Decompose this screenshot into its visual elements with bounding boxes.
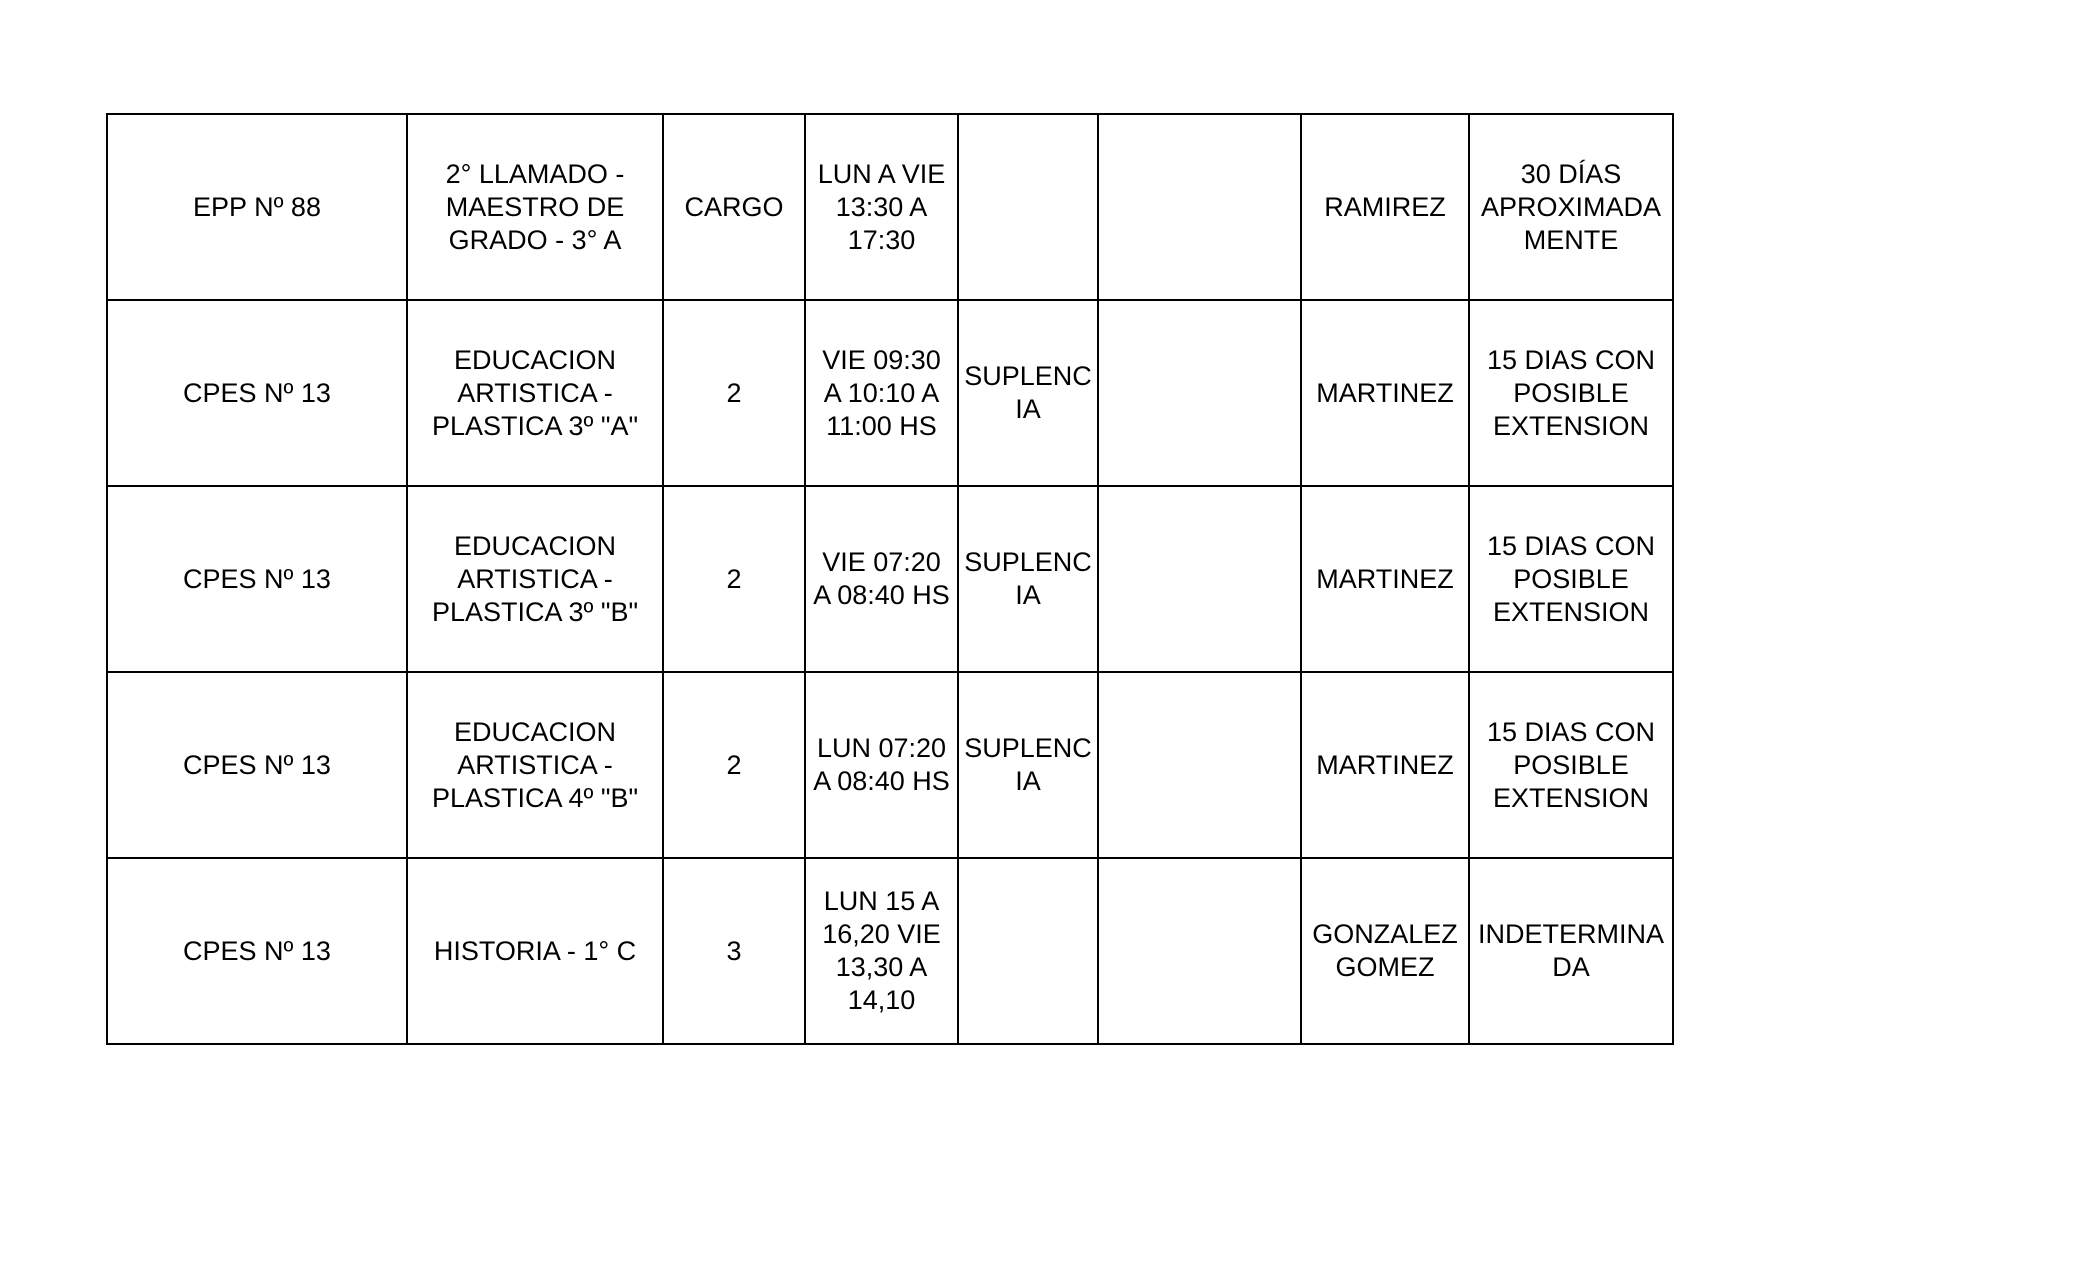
blank-cell	[1098, 672, 1301, 858]
position-cell: EDUCACION ARTISTICA - PLASTICA 3º "B"	[407, 486, 663, 672]
school-cell: EPP Nº 88	[107, 114, 407, 300]
type-cell: SUPLENC IA	[958, 300, 1098, 486]
table-row	[107, 300, 1673, 486]
duration-cell: 15 DIAS CON POSIBLE EXTENSION	[1469, 300, 1673, 486]
position-cell: EDUCACION ARTISTICA - PLASTICA 4º "B"	[407, 672, 663, 858]
duration-cell: 15 DIAS CON POSIBLE EXTENSION	[1469, 486, 1673, 672]
school-cell: CPES Nº 13	[107, 486, 407, 672]
table-row	[107, 672, 1673, 858]
position-cell: EDUCACION ARTISTICA - PLASTICA 3º "A"	[407, 300, 663, 486]
teacher-cell: RAMIREZ	[1301, 114, 1469, 300]
schedule-cell: LUN 15 A 16,20 VIE 13,30 A 14,10	[805, 858, 958, 1044]
teacher-cell: GONZALEZ GOMEZ	[1301, 858, 1469, 1044]
schedule-cell: VIE 09:30 A 10:10 A 11:00 HS	[805, 300, 958, 486]
school-cell: CPES Nº 13	[107, 672, 407, 858]
schedule-cell: LUN 07:20 A 08:40 HS	[805, 672, 958, 858]
hours-cell: 2	[663, 672, 805, 858]
teacher-cell: MARTINEZ	[1301, 300, 1469, 486]
teacher-cell: MARTINEZ	[1301, 486, 1469, 672]
type-cell	[958, 114, 1098, 300]
schedule-cell: VIE 07:20 A 08:40 HS	[805, 486, 958, 672]
blank-cell	[1098, 300, 1301, 486]
duration-cell: 15 DIAS CON POSIBLE EXTENSION	[1469, 672, 1673, 858]
hours-cell: CARGO	[663, 114, 805, 300]
duration-cell: 30 DÍAS APROXIMADA MENTE	[1469, 114, 1673, 300]
blank-cell	[1098, 858, 1301, 1044]
blank-cell	[1098, 486, 1301, 672]
table-row	[107, 114, 1673, 300]
duration-cell: INDETERMINA DA	[1469, 858, 1673, 1044]
school-cell: CPES Nº 13	[107, 858, 407, 1044]
schedule-cell: LUN A VIE 13:30 A 17:30	[805, 114, 958, 300]
type-cell: SUPLENC IA	[958, 672, 1098, 858]
hours-cell: 2	[663, 300, 805, 486]
blank-cell	[1098, 114, 1301, 300]
hours-cell: 2	[663, 486, 805, 672]
type-cell	[958, 858, 1098, 1044]
hours-cell: 3	[663, 858, 805, 1044]
assignments-table	[106, 113, 1674, 1045]
table-row	[107, 486, 1673, 672]
position-cell: 2° LLAMADO - MAESTRO DE GRADO - 3° A	[407, 114, 663, 300]
type-cell: SUPLENC IA	[958, 486, 1098, 672]
position-cell: HISTORIA - 1° C	[407, 858, 663, 1044]
table-row	[107, 858, 1673, 1044]
teacher-cell: MARTINEZ	[1301, 672, 1469, 858]
school-cell: CPES Nº 13	[107, 300, 407, 486]
